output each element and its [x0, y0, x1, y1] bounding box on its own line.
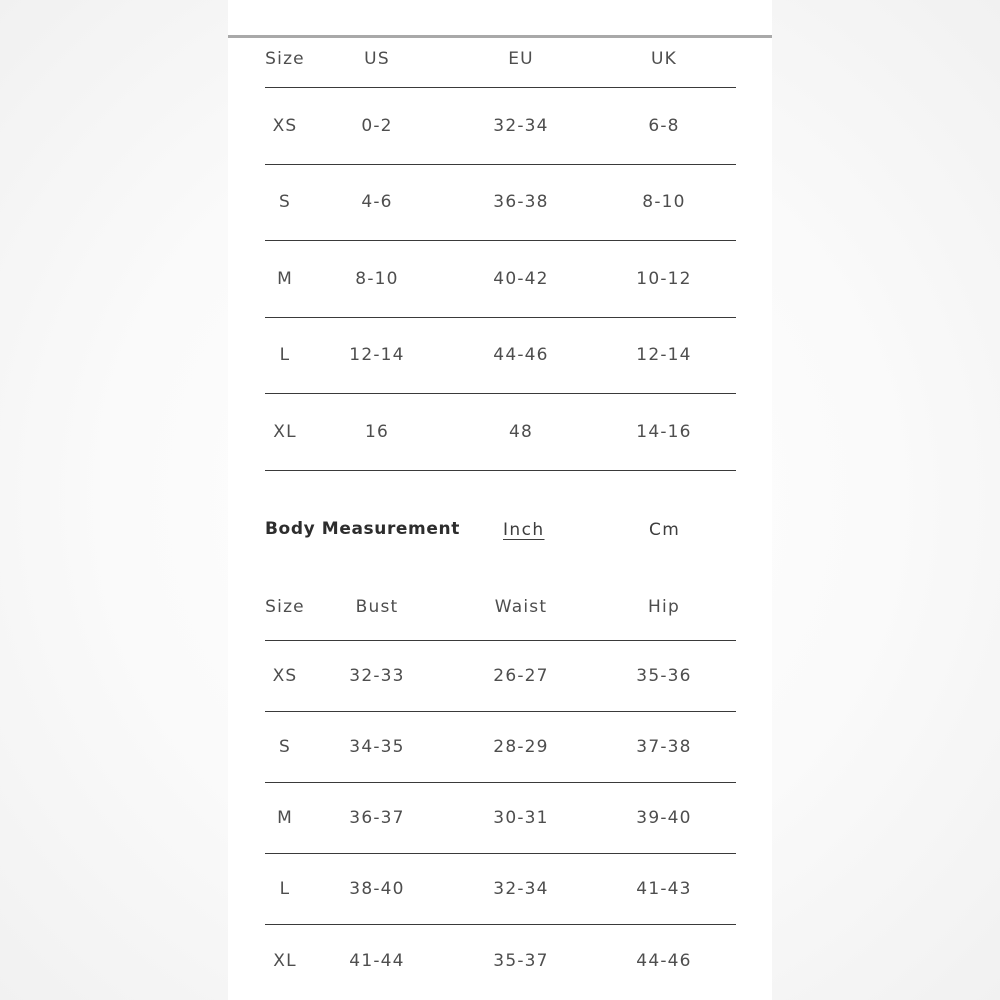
header-us: US — [364, 49, 390, 69]
waist-value: 26-27 — [493, 666, 549, 686]
table-row — [265, 394, 736, 471]
size-label: XS — [272, 666, 298, 686]
bust-value: 41-44 — [349, 950, 405, 971]
hip-value: 39-40 — [636, 808, 692, 828]
size-label: S — [279, 192, 291, 213]
table-row — [265, 641, 736, 712]
bust-value: 38-40 — [349, 879, 405, 899]
bust-value: 32-33 — [349, 666, 405, 686]
header-size: Size — [265, 49, 305, 69]
size-label: L — [279, 879, 291, 899]
uk-value: 14-16 — [636, 421, 692, 442]
table-row — [265, 854, 736, 925]
header-eu: EU — [508, 49, 534, 69]
us-value: 0-2 — [361, 115, 393, 136]
header-hip: Hip — [648, 597, 680, 617]
unit-inch-button[interactable]: Inch — [503, 520, 545, 540]
waist-value: 35-37 — [493, 950, 549, 971]
eu-value: 48 — [508, 421, 534, 442]
unit-cm-button[interactable]: Cm — [649, 520, 681, 540]
size-table-header — [265, 36, 736, 88]
size-label: XL — [273, 421, 297, 442]
table-row — [265, 88, 736, 165]
table-row — [265, 925, 736, 996]
size-conversion-table — [265, 36, 736, 471]
measurement-table-header — [265, 581, 736, 641]
body-measurement-bar — [265, 508, 736, 552]
table-row — [265, 318, 736, 395]
hip-value: 37-38 — [636, 737, 692, 757]
us-value: 16 — [364, 421, 390, 442]
size-label: M — [277, 808, 293, 828]
bust-value: 34-35 — [349, 737, 405, 757]
waist-value: 30-31 — [493, 808, 549, 828]
header-bust: Bust — [355, 597, 399, 617]
header-waist: Waist — [494, 597, 548, 617]
us-value: 8-10 — [355, 268, 399, 289]
size-label: S — [279, 737, 291, 757]
header-uk: UK — [651, 49, 677, 69]
table-row — [265, 783, 736, 854]
size-label: M — [277, 268, 293, 289]
uk-value: 10-12 — [636, 268, 692, 289]
table-row — [265, 165, 736, 242]
table-row — [265, 241, 736, 318]
waist-value: 32-34 — [493, 879, 549, 899]
table-row — [265, 712, 736, 783]
bust-value: 36-37 — [349, 808, 405, 828]
eu-value: 36-38 — [493, 192, 549, 213]
body-measurement-table — [265, 581, 736, 996]
size-guide-panel — [228, 0, 772, 1000]
size-label: XL — [273, 950, 297, 971]
size-label: L — [279, 345, 291, 366]
size-label: XS — [272, 115, 298, 136]
waist-value: 28-29 — [493, 737, 549, 757]
uk-value: 12-14 — [636, 345, 692, 366]
eu-value: 44-46 — [493, 345, 549, 366]
section-title: Body Measurement — [265, 519, 460, 539]
uk-value: 6-8 — [648, 115, 680, 136]
us-value: 12-14 — [349, 345, 405, 366]
eu-value: 40-42 — [493, 268, 549, 289]
us-value: 4-6 — [361, 192, 393, 213]
uk-value: 8-10 — [642, 192, 686, 213]
header-size: Size — [265, 597, 305, 617]
hip-value: 35-36 — [636, 666, 692, 686]
hip-value: 44-46 — [636, 950, 692, 971]
hip-value: 41-43 — [636, 879, 692, 899]
eu-value: 32-34 — [493, 115, 549, 136]
